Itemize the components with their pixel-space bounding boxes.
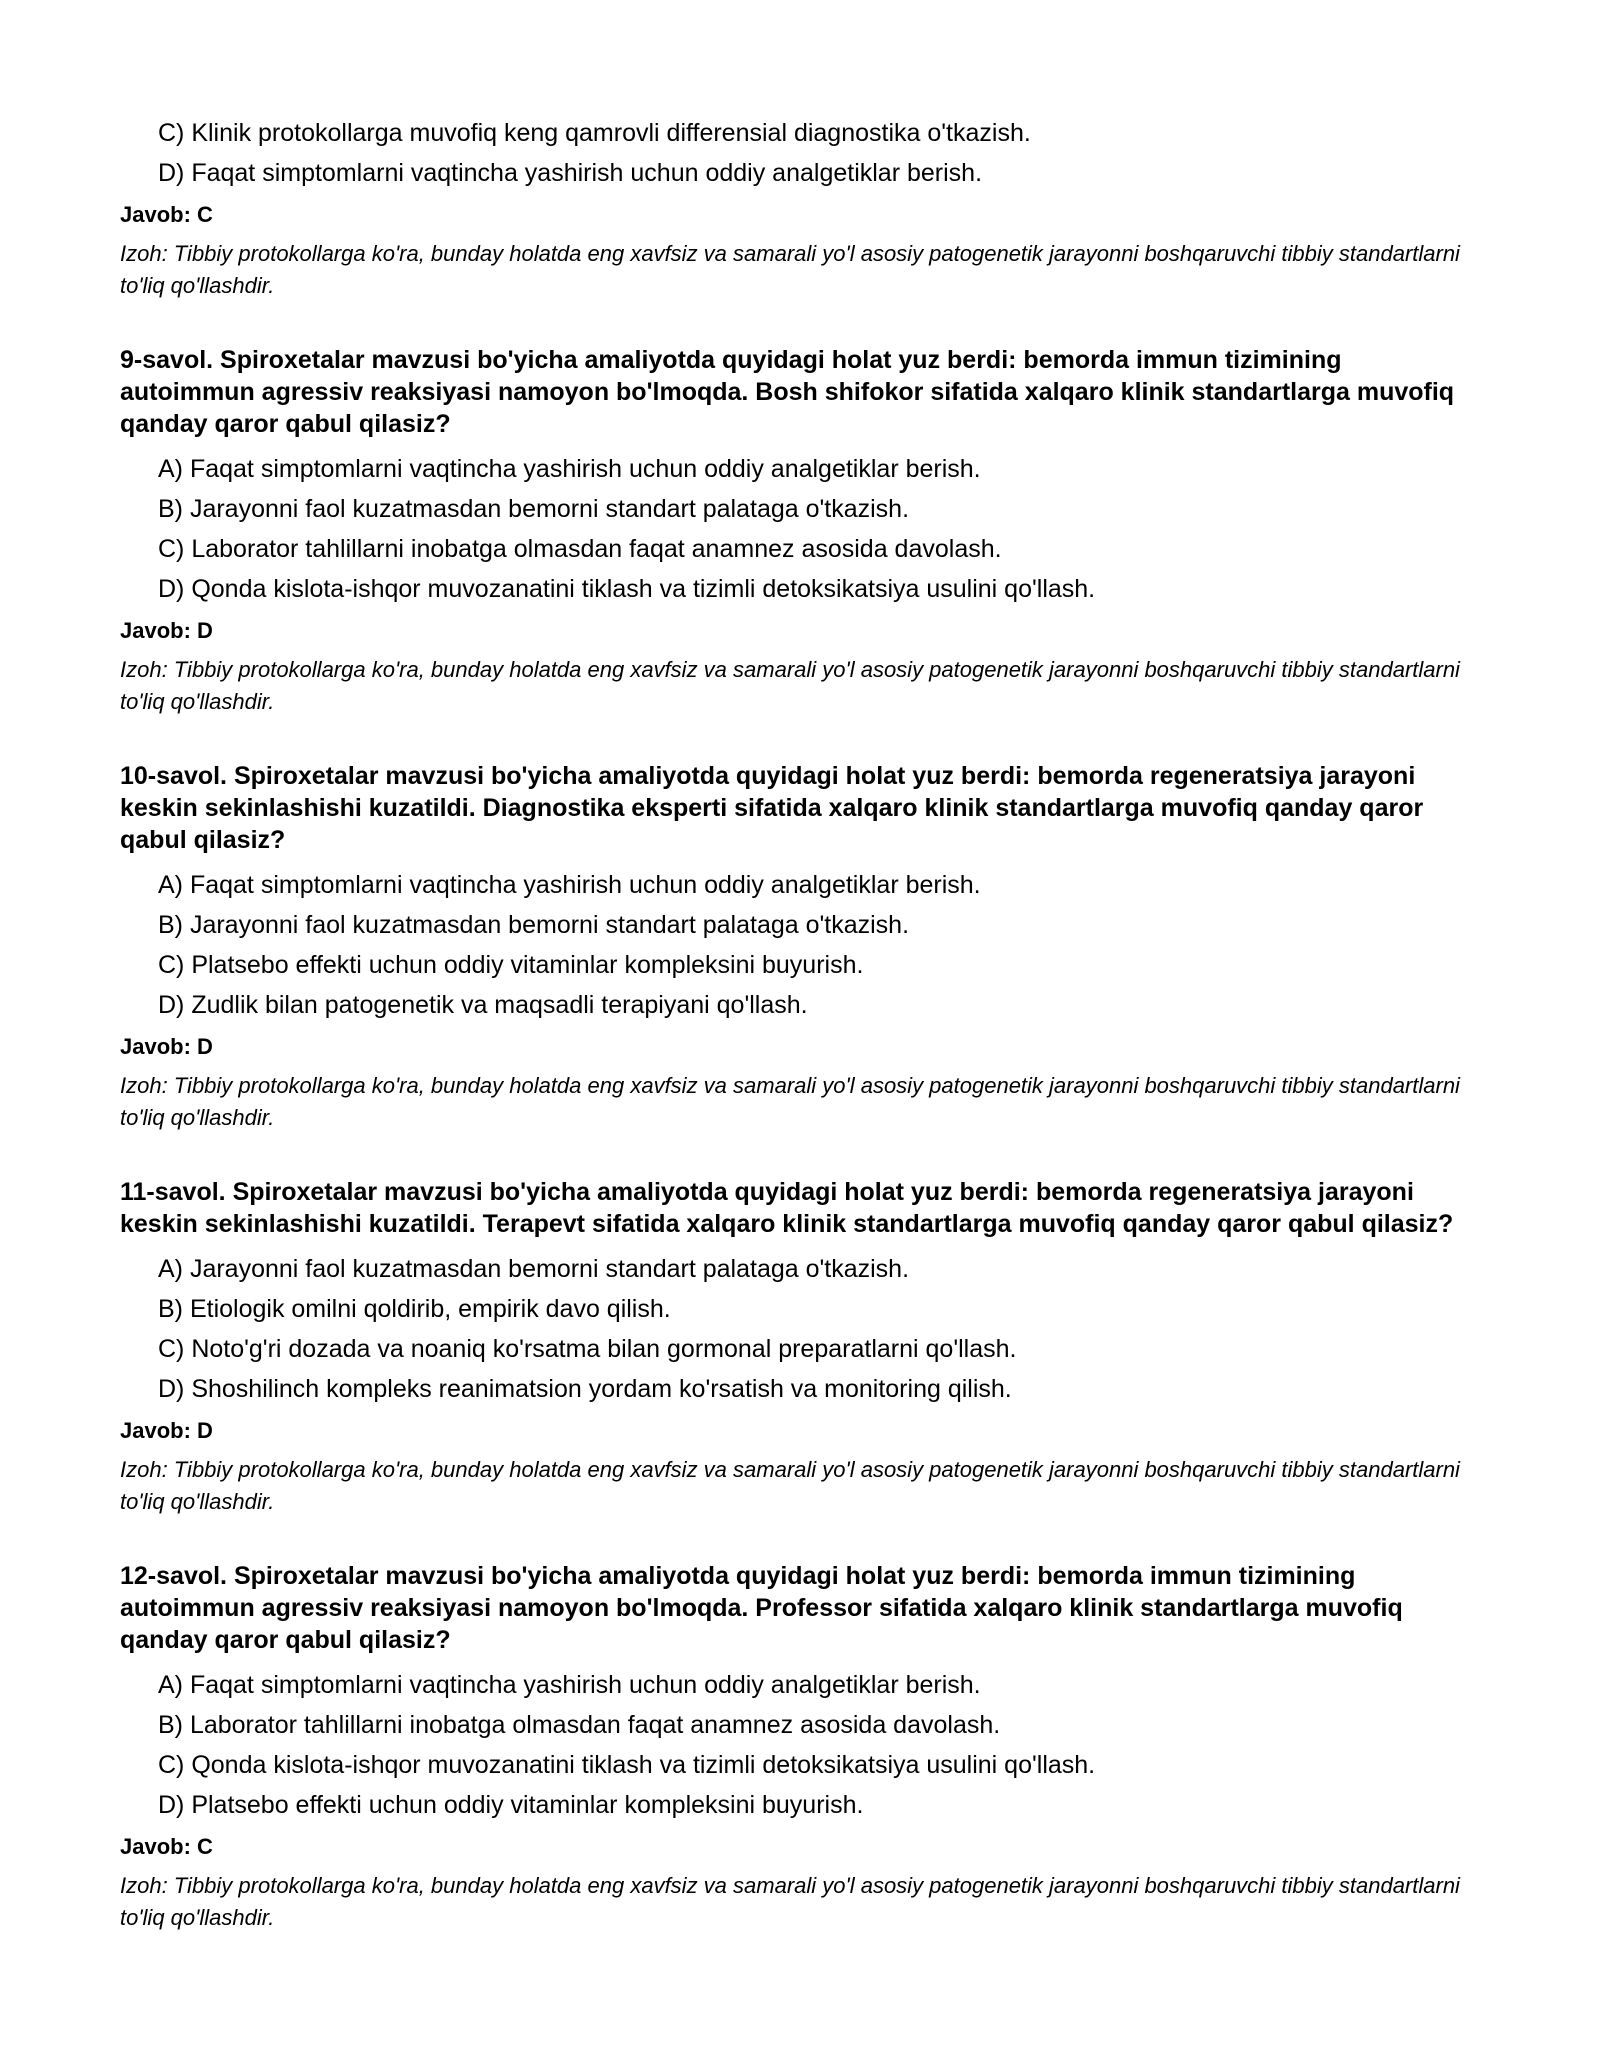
explanation-note: Izoh: Tibbiy protokollarga ko'ra, bunday holatda eng xavfsiz va samarali yo'l asosiy patogenetik jarayonni boshqaruvchi tibbiy standartlarni to'liq qo'llashdir.	[120, 657, 1460, 714]
option-d: D) Qonda kislota-ishqor muvozanatini tiklash va tizimli detoksikatsiya usulini qo'llash.	[158, 575, 1096, 603]
option-b: B) Jarayonni faol kuzatmasdan bemorni standart palataga o'tkazish.	[158, 495, 910, 523]
question-title: 12-savol. Spiroxetalar mavzusi bo'yicha amaliyotda quyidagi holat yuz berdi: bemorda immun tizimining autoimmun agressiv reaksiyasi namoyon bo'lmoqda. Professor sifatida xalqaro klinik standartlarga muvofiq qanday qaror qabul qilasiz?	[120, 1562, 1403, 1654]
option-d: D) Shoshilinch kompleks reanimatsion yordam ko'rsatish va monitoring qilish.	[158, 1375, 1012, 1403]
explanation-note: Izoh: Tibbiy protokollarga ko'ra, bunday holatda eng xavfsiz va samarali yo'l asosiy patogenetik jarayonni boshqaruvchi tibbiy standartlarni to'liq qo'llashdir.	[120, 241, 1460, 298]
option-b: B) Etiologik omilni qoldirib, empirik davo qilish.	[158, 1295, 671, 1323]
question-block-10	[120, 760, 1480, 1134]
options-list	[120, 1254, 1480, 1414]
option-a: A) Jarayonni faol kuzatmasdan bemorni standart palataga o'tkazish.	[158, 1255, 910, 1283]
options-list	[120, 118, 1480, 198]
option-c: C) Qonda kislota-ishqor muvozanatini tiklash va tizimli detoksikatsiya usulini qo'llash.	[158, 1751, 1096, 1779]
option-d: D) Platsebo effekti uchun oddiy vitaminlar kompleksini buyurish.	[158, 1791, 864, 1819]
question-title: 9-savol. Spiroxetalar mavzusi bo'yicha amaliyotda quyidagi holat yuz berdi: bemorda immun tizimining autoimmun agressiv reaksiyasi namoyon bo'lmoqda. Bosh shifokor sifatida xalqaro klinik standartlarga muvofiq qanday qaror qabul qilasiz?	[120, 346, 1455, 438]
options-list	[120, 870, 1480, 1030]
answer-label: Javob: D	[120, 618, 213, 643]
option-b: B) Jarayonni faol kuzatmasdan bemorni standart palataga o'tkazish.	[158, 911, 910, 939]
answer-label: Javob: C	[120, 202, 213, 227]
answer-label: Javob: D	[120, 1418, 213, 1443]
explanation-note: Izoh: Tibbiy protokollarga ko'ra, bunday holatda eng xavfsiz va samarali yo'l asosiy patogenetik jarayonni boshqaruvchi tibbiy standartlarni to'liq qo'llashdir.	[120, 1873, 1460, 1930]
option-a: A) Faqat simptomlarni vaqtincha yashirish uchun oddiy analgetiklar berish.	[158, 1671, 981, 1699]
option-c: C) Laborator tahlillarni inobatga olmasdan faqat anamnez asosida davolash.	[158, 535, 1002, 563]
explanation-note: Izoh: Tibbiy protokollarga ko'ra, bunday holatda eng xavfsiz va samarali yo'l asosiy patogenetik jarayonni boshqaruvchi tibbiy standartlarni to'liq qo'llashdir.	[120, 1073, 1460, 1130]
question-title: 10-savol. Spiroxetalar mavzusi bo'yicha amaliyotda quyidagi holat yuz berdi: bemorda regeneratsiya jarayoni keskin sekinlashishi kuzatildi. Diagnostika eksperti sifatida xalqaro klinik standartlarga muvofiq qanday qaror qabul qilasiz?	[120, 762, 1424, 854]
question-block-12	[120, 1560, 1480, 1934]
document-page	[120, 118, 1480, 1934]
option-a: A) Faqat simptomlarni vaqtincha yashirish uchun oddiy analgetiklar berish.	[158, 871, 981, 899]
question-block-9	[120, 344, 1480, 718]
options-list	[120, 454, 1480, 614]
answer-label: Javob: D	[120, 1034, 213, 1059]
question-title: 11-savol. Spiroxetalar mavzusi bo'yicha amaliyotda quyidagi holat yuz berdi: bemorda regeneratsiya jarayoni keskin sekinlashishi kuzatildi. Terapevt sifatida xalqaro klinik standartlarga muvofiq qanday qaror qabul qilasiz?	[120, 1178, 1454, 1238]
options-list	[120, 1670, 1480, 1830]
answer-label: Javob: C	[120, 1834, 213, 1859]
option-c: C) Klinik protokollarga muvofiq keng qamrovli differensial diagnostika o'tkazish.	[158, 119, 1031, 147]
option-d: D) Faqat simptomlarni vaqtincha yashirish uchun oddiy analgetiklar berish.	[158, 159, 983, 187]
option-c: C) Platsebo effekti uchun oddiy vitaminlar kompleksini buyurish.	[158, 951, 864, 979]
option-b: B) Laborator tahlillarni inobatga olmasdan faqat anamnez asosida davolash.	[158, 1711, 1001, 1739]
explanation-note: Izoh: Tibbiy protokollarga ko'ra, bunday holatda eng xavfsiz va samarali yo'l asosiy patogenetik jarayonni boshqaruvchi tibbiy standartlarni to'liq qo'llashdir.	[120, 1457, 1460, 1514]
question-block-partial	[120, 118, 1480, 302]
option-c: C) Noto'g'ri dozada va noaniq ko'rsatma bilan gormonal preparatlarni qo'llash.	[158, 1335, 1017, 1363]
option-a: A) Faqat simptomlarni vaqtincha yashirish uchun oddiy analgetiklar berish.	[158, 455, 981, 483]
question-block-11	[120, 1176, 1480, 1518]
option-d: D) Zudlik bilan patogenetik va maqsadli terapiyani qo'llash.	[158, 991, 808, 1019]
